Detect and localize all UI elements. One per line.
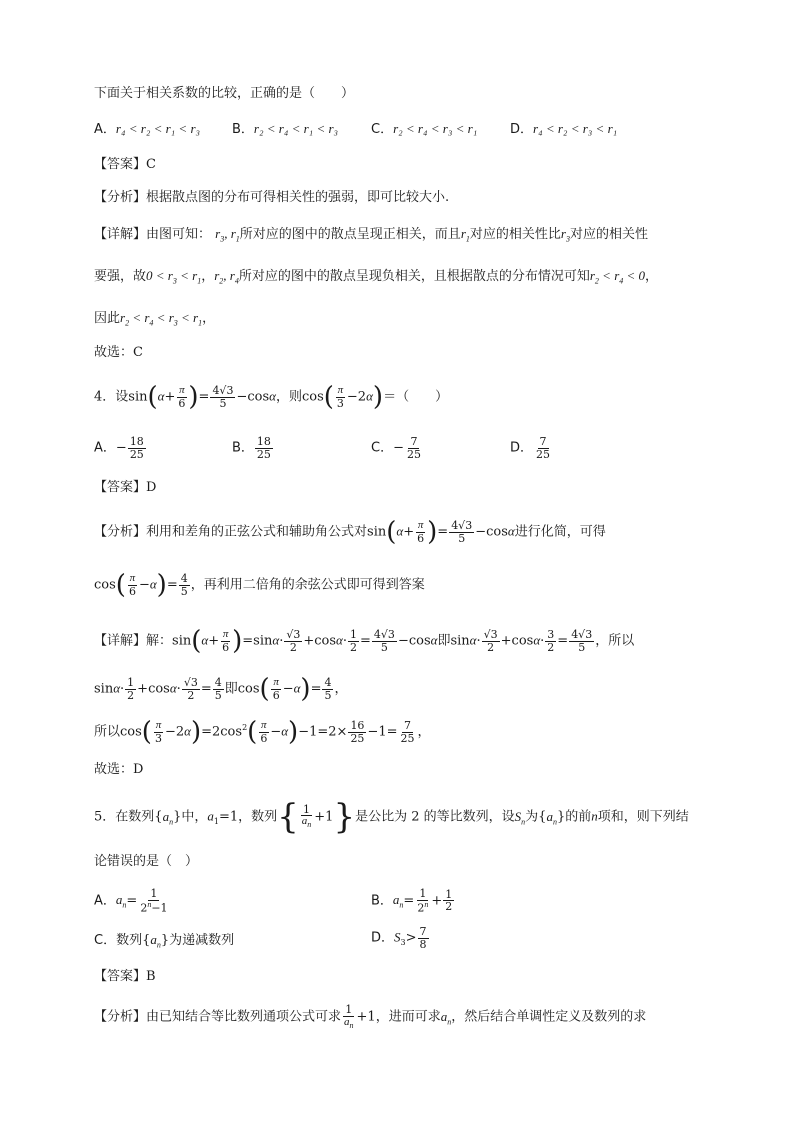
q3-option-d: D．r₄ < r₂ < r₃ < r₁ [510, 121, 618, 137]
q4-option-c: C．− $\frac{7}{25}$ [371, 435, 421, 461]
q4-stem: 4．设sin(α+ $\frac{\pi}{6}$ )= $\frac{4√3}{5}$ −cosα，则cos( $\frac{\pi}{3}$ −2α)＝（ ） [94, 382, 449, 412]
q4-option-b: B． $\frac{18}{25}$ [232, 435, 271, 461]
q5-option-c: C．数列$\{a_n\}$为递减数列 [94, 932, 235, 950]
q4-option-a: A．− $\frac{18}{25}$ [94, 435, 144, 461]
q3-analysis: 【分析】根据散点图的分布可得相关性的强弱，即可比较大小. [94, 190, 450, 205]
q5-stem-line1: 5．在数列$\{a_n\}$中，$a_1=1$，数列{ $\frac{1}{a_n}$ +1}是公比为 2 的等比数列，设$S_n$为$\{a_n\}$的前n项和，则下列结 [94, 797, 689, 837]
q3-option-b: B．r₂ < r₄ < r₁ < r₃ [232, 121, 339, 137]
q3-option-c: C．r₂ < r₄ < r₃ < r₁ [371, 121, 478, 137]
q3-answer: 【答案】C [94, 157, 156, 172]
q3-detail-line3: 因此$r_2 < r_4 < r_3 < r_1$， [94, 310, 216, 328]
q5-option-b: B．$a_n=$ $\frac{1}{2^n}$ + $\frac{1}{2}$ [371, 887, 453, 915]
q5-option-a: A．$a_n=$ $\frac{1}{2^n-1}$ [94, 887, 168, 915]
q4-option-d: D． $\frac{7}{25}$ [510, 435, 551, 461]
q4-detail-line2: sinα· $\frac{1}{2}$ +cosα· $\frac{√3}{2}$ = $\frac{4}{5}$ 即cos( $\frac{\pi}{6}$ −α)= $\frac{4}{5}$ ， [94, 674, 348, 704]
q4-choose: 故选：D [94, 762, 144, 777]
q5-option-d: D．$S_3>$ $\frac{7}{8}$ [371, 925, 427, 951]
q5-answer: 【答案】B [94, 969, 156, 984]
q3-stem: 下面关于相关系数的比较，正确的是（ ） [94, 86, 355, 101]
q4-analysis-line1: 【分析】利用和差角的正弦公式和辅助角公式对sin(α+ $\frac{\pi}{6}$ )= $\frac{4√3}{5}$ −cosα进行化简，可得 [94, 517, 606, 547]
q3-option-a: A．r₄ < r₂ < r₁ < r₃ [94, 121, 201, 137]
q5-analysis: 【分析】由已知结合等比数列通项公式可求 $\frac{1}{a_n}$ +1，进而可求$a_n$，然后结合单调性定义及数列的求 [94, 1003, 647, 1030]
q3-detail-line1: 【详解】由图可知： $r_3$, $r_1$所对应的图中的散点呈现正相关，而且$r_1$对应的相关性比$r_3$对应的相关性 [94, 226, 648, 244]
q4-analysis-line2: cos( $\frac{\pi}{6}$ −α)= $\frac{4}{5}$ ，再利用二倍角的余弦公式即可得到答案 [94, 570, 425, 600]
q4-detail-line1: 【详解】解：sin(α+ $\frac{\pi}{6}$ )=sinα· $\frac{√3}{2}$ +cosα· $\frac{1}{2}$ = $\frac{4√3}{5}$ −cosα即sinα· $\frac{√3}{2}$ +cosα· $\frac{3}{2}$ = $\frac{4√3}{5}$ ，所以 [94, 626, 635, 656]
q3-detail-line2: 要强，故$0 < r_3 < r_1$，$r_2$, $r_4$所对应的图中的散点呈现负相关，且根据散点的分布情况可知$r_2 < r_4 < 0$， [94, 268, 659, 286]
q5-stem-line2: 论错误的是（ ） [94, 854, 199, 869]
q4-detail-line3: 所以cos( $\frac{\pi}{3}$ $-2\alpha)=2\cos^2$( $\frac{\pi}{6}$ −α)−1=2× $\frac{16}{25}$ −1= $\frac{7}{25}$ ， [94, 717, 431, 747]
q3-choose: 故选：C [94, 345, 143, 360]
q4-answer: 【答案】D [94, 480, 157, 495]
